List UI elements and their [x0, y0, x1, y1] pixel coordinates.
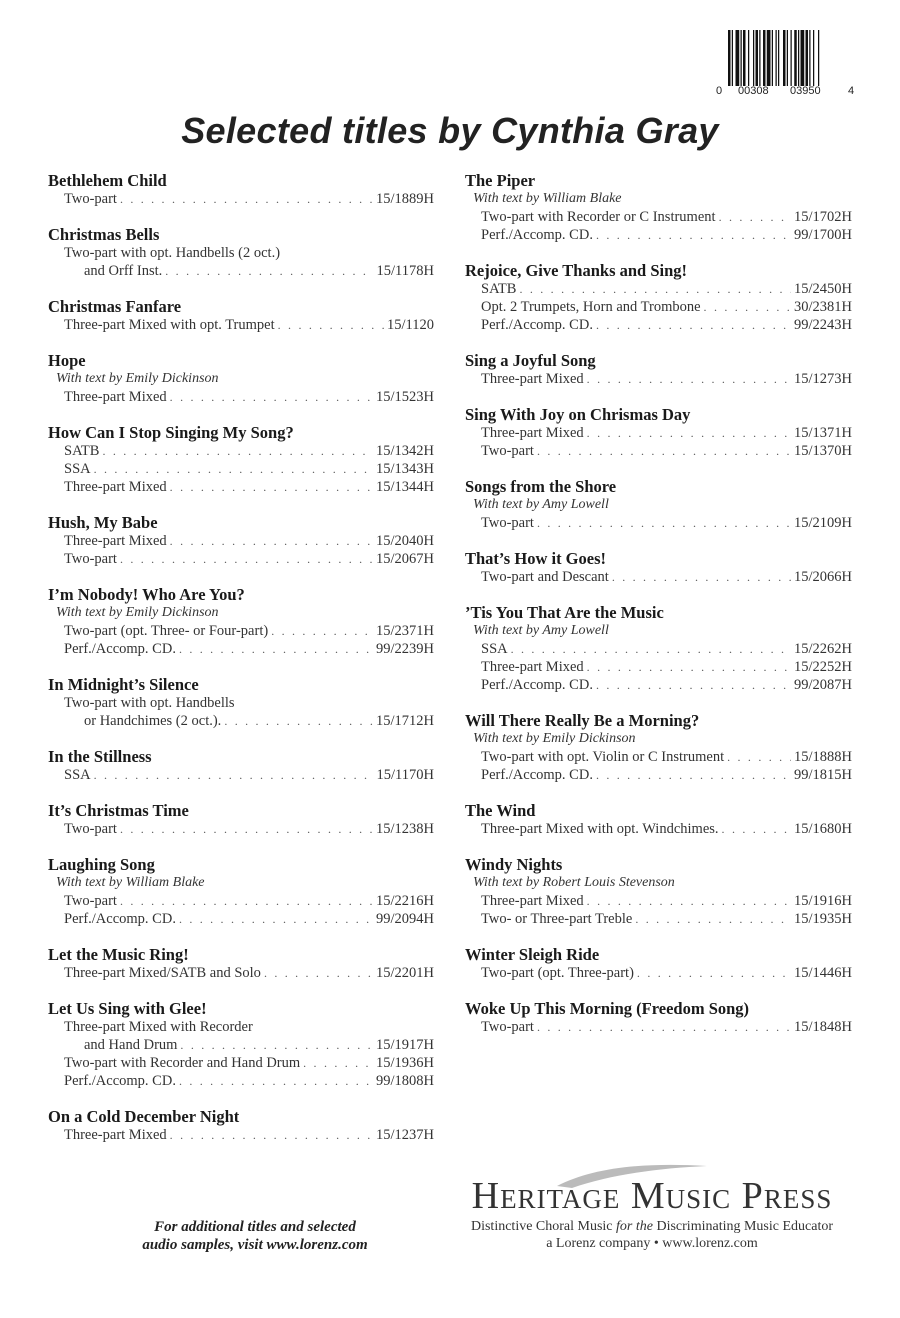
entry-title: Will There Really Be a Morning?: [465, 711, 700, 730]
voicing-label: Three-part Mixed: [481, 659, 584, 675]
voicing-label: Two-part with opt. Violin or C Instrument: [481, 749, 725, 765]
voicing-label: Two-part and Descant: [481, 569, 609, 585]
voicing-line: [465, 424, 852, 442]
voicing-line: [465, 676, 852, 694]
title-entry: [465, 549, 852, 586]
dot-leader: [120, 892, 373, 910]
voicing-line: [465, 208, 852, 226]
catalog-number: 99/2094H: [376, 911, 434, 927]
voicing-line: [48, 910, 434, 928]
voicing-label: Perf./Accomp. CD.: [481, 227, 593, 243]
dot-leader: [587, 424, 791, 442]
entry-title: Sing a Joyful Song: [465, 351, 596, 370]
title-entry: [48, 585, 434, 658]
catalog-number: 15/1343H: [376, 461, 434, 477]
tagline-prefix: Distinctive Choral Music: [470, 1219, 617, 1234]
barcode-bar: [759, 30, 760, 86]
barcode-bar: [783, 30, 786, 86]
voicing-label: Three-part Mixed: [64, 533, 167, 549]
entry-title: Hope: [48, 351, 86, 370]
voicing-line: [48, 712, 434, 730]
entry-title: Hush, My Babe: [48, 513, 158, 532]
page-title: Selected titles by Cynthia Gray: [181, 110, 719, 151]
entry-title: I’m Nobody! Who Are You?: [48, 585, 245, 604]
entry-title: Bethlehem Child: [48, 171, 167, 190]
catalog-number: 15/2262H: [794, 641, 852, 657]
voicing-line: [48, 550, 434, 568]
dot-leader: [635, 910, 791, 928]
voicing-label: Three-part Mixed: [481, 371, 584, 387]
title-entry: [465, 405, 852, 460]
voicing-label: Two-part (opt. Three- or Four-part): [64, 623, 269, 639]
voicing-line: [48, 460, 434, 478]
barcode-bar: [806, 30, 809, 86]
entry-text-credit: With text by Emily Dickinson: [473, 731, 636, 746]
dot-leader: [511, 640, 791, 658]
catalog-number: 15/1273H: [794, 371, 852, 387]
right-column: [465, 171, 852, 1053]
catalog-number: 15/2066H: [794, 569, 852, 585]
dot-leader: [120, 820, 373, 838]
barcode-bar: [743, 30, 746, 86]
barcode-bar: [791, 30, 792, 86]
title-entry: [48, 297, 434, 334]
entry-title: Woke Up This Morning (Freedom Song): [465, 999, 750, 1018]
voicing-label: Three-part Mixed with Recorder: [64, 1019, 253, 1035]
barcode-bar: [772, 30, 773, 86]
voicing-label: Two-part with opt. Handbells (2 oct.): [64, 245, 281, 261]
voicing-label: Perf./Accomp. CD.: [64, 911, 176, 927]
barcode: [716, 30, 856, 100]
barcode-digit: 03950: [790, 85, 821, 97]
voicing-line: [48, 964, 434, 982]
voicing-label: SSA: [64, 767, 91, 783]
catalog-number: 99/1808H: [376, 1073, 434, 1089]
voicing-label: Two-part: [481, 515, 534, 531]
tagline-suffix: Discriminating Music Educator: [652, 1219, 834, 1234]
dot-leader: [264, 964, 373, 982]
barcode-bar: [732, 30, 733, 86]
title-entry: [465, 855, 852, 928]
dot-leader: [637, 964, 791, 982]
dot-leader: [179, 1072, 373, 1090]
dot-leader: [537, 1018, 791, 1036]
voicing-line: [48, 622, 434, 640]
voicing-line: [465, 748, 852, 766]
catalog-number: 15/1120: [387, 317, 434, 333]
voicing-line: [465, 910, 852, 928]
voicing-label: Two-part with Recorder and Hand Drum: [64, 1055, 301, 1071]
entry-title: How Can I Stop Singing My Song?: [48, 423, 294, 442]
entry-title: Christmas Bells: [48, 225, 160, 244]
voicing-line: [48, 532, 434, 550]
catalog-number: 15/2216H: [376, 893, 434, 909]
title-entry: [48, 225, 434, 280]
voicing-label: Two-part with opt. Handbells: [64, 695, 235, 711]
catalog-number: 15/1680H: [794, 821, 852, 837]
voicing-line: [465, 316, 852, 334]
publisher-name: Heritage Music Press: [471, 1175, 833, 1217]
voicing-line: [48, 316, 434, 334]
title-entry: [48, 999, 434, 1090]
entry-title: In Midnight’s Silence: [48, 675, 199, 694]
voicing-line: [48, 820, 434, 838]
catalog-number: 15/2040H: [376, 533, 434, 549]
voicing-label: Opt. 2 Trumpets, Horn and Trombone: [481, 299, 701, 315]
voicing-label: Two- or Three-part Treble: [481, 911, 633, 927]
catalog-number: 15/2252H: [794, 659, 852, 675]
title-entry: [48, 423, 434, 496]
catalog-number: 15/1371H: [794, 425, 852, 441]
catalog-number: 15/1936H: [376, 1055, 434, 1071]
entry-title: Let the Music Ring!: [48, 945, 189, 964]
voicing-label: Two-part: [64, 551, 117, 567]
dot-leader: [519, 280, 791, 298]
title-entry: [465, 711, 852, 784]
dot-leader: [612, 568, 791, 586]
dot-leader: [102, 442, 373, 460]
barcode-bar: [767, 30, 771, 86]
voicing-label: Three-part Mixed: [64, 389, 167, 405]
catalog-number: 99/1700H: [794, 227, 852, 243]
voicing-label: Two-part: [64, 191, 117, 207]
barcode-bar: [809, 30, 810, 86]
entry-text-credit: With text by Emily Dickinson: [56, 371, 219, 386]
barcode-bar: [801, 30, 805, 86]
voicing-line: [48, 190, 434, 208]
voicing-label: Two-part: [64, 821, 117, 837]
voicing-line: [465, 568, 852, 586]
entry-title: In the Stillness: [48, 747, 152, 766]
entry-title: The Piper: [465, 171, 536, 190]
barcode-bar: [776, 30, 777, 86]
catalog-number: 15/1935H: [794, 911, 852, 927]
catalog-number: 15/1238H: [376, 821, 434, 837]
voicing-label: Perf./Accomp. CD.: [481, 317, 593, 333]
dot-leader: [537, 514, 791, 532]
barcode-bar: [813, 30, 814, 86]
barcode-bar: [728, 30, 731, 86]
voicing-label: Three-part Mixed: [64, 1127, 167, 1143]
entry-text-credit: With text by William Blake: [56, 875, 205, 890]
barcode-bar: [787, 30, 788, 86]
dot-leader: [170, 532, 373, 550]
catalog-number: 15/1702H: [794, 209, 852, 225]
voicing-line: [48, 478, 434, 496]
catalog-number: 15/2109H: [794, 515, 852, 531]
voicing-line: [48, 388, 434, 406]
voicing-line: [48, 1054, 434, 1072]
dot-leader: [596, 226, 791, 244]
dot-leader: [722, 820, 791, 838]
entry-text-credit: With text by Emily Dickinson: [56, 605, 219, 620]
dot-leader: [271, 622, 373, 640]
catalog-number: 15/2371H: [376, 623, 434, 639]
catalog-number: 15/1523H: [376, 389, 434, 405]
voicing-label: Two-part: [64, 893, 117, 909]
entry-text-credit: With text by Amy Lowell: [473, 497, 609, 512]
dot-leader: [179, 910, 373, 928]
entry-title: Let Us Sing with Glee!: [48, 999, 207, 1018]
voicing-label: Three-part Mixed with opt. Trumpet: [64, 317, 275, 333]
catalog-number: 99/2239H: [376, 641, 434, 657]
title-entry: [48, 1107, 434, 1144]
catalog-number: 15/2067H: [376, 551, 434, 567]
title-entry: [48, 801, 434, 838]
voicing-label: Three-part Mixed: [481, 893, 584, 909]
catalog-number: 15/2450H: [794, 281, 852, 297]
footer-note-line: For additional titles and selected: [154, 1219, 356, 1235]
voicing-label: Two-part: [481, 443, 534, 459]
catalog-number: 15/1889H: [376, 191, 434, 207]
title-entry: [48, 855, 434, 928]
catalog-number: 99/2243H: [794, 317, 852, 333]
dot-leader: [303, 1054, 373, 1072]
dot-leader: [179, 640, 373, 658]
dot-leader: [587, 892, 791, 910]
title-entry: [465, 603, 852, 694]
title-entry: [465, 261, 852, 334]
voicing-line: [48, 640, 434, 658]
voicing-label: Perf./Accomp. CD.: [481, 767, 593, 783]
publisher-block: [462, 1160, 842, 1252]
voicing-label: or Handchimes (2 oct.).: [84, 713, 222, 729]
voicing-line: [48, 766, 434, 784]
voicing-line: [48, 1072, 434, 1090]
dot-leader: [719, 208, 791, 226]
dot-leader: [120, 550, 373, 568]
catalog-number: 15/1712H: [376, 713, 434, 729]
title-entry: [465, 945, 852, 982]
entry-text-credit: With text by William Blake: [473, 191, 622, 206]
catalog-number: 15/1178H: [376, 263, 434, 279]
barcode-bar: [736, 30, 740, 86]
voicing-line: [465, 226, 852, 244]
voicing-label: SSA: [64, 461, 91, 477]
catalog-number: 99/2087H: [794, 677, 852, 693]
dot-leader: [596, 316, 791, 334]
voicing-label: and Orff Inst.: [84, 263, 163, 279]
dot-leader: [587, 370, 791, 388]
voicing-line: [465, 820, 852, 838]
voicing-label: SATB: [64, 443, 100, 459]
catalog-number: 30/2381H: [794, 299, 852, 315]
publisher-company: a Lorenz company: [546, 1236, 651, 1251]
dot-leader: [170, 478, 373, 496]
catalog-number: 15/1888H: [794, 749, 852, 765]
voicing-label: Two-part: [481, 1019, 534, 1035]
voicing-line: [465, 280, 852, 298]
catalog-number: 15/1848H: [794, 1019, 852, 1035]
dot-leader: [596, 766, 791, 784]
catalog-number: 15/1917H: [376, 1037, 434, 1053]
barcode-digit: 0: [716, 85, 723, 97]
dot-leader: [224, 712, 373, 730]
entry-title: That’s How it Goes!: [465, 549, 607, 568]
footer-note-line: audio samples, visit www.lorenz.com: [142, 1237, 368, 1253]
barcode-bar: [756, 30, 759, 86]
dot-leader: [120, 190, 373, 208]
entry-title: The Wind: [465, 801, 536, 820]
voicing-label: SATB: [481, 281, 517, 297]
barcode-bar: [798, 30, 799, 86]
dot-leader: [537, 442, 791, 460]
voicing-line: [465, 370, 852, 388]
voicing-line: [465, 964, 852, 982]
catalog-number: 15/1916H: [794, 893, 852, 909]
voicing-line: [48, 892, 434, 910]
voicing-line: [465, 298, 852, 316]
title-entry: [48, 747, 434, 784]
voicing-label: Perf./Accomp. CD.: [64, 641, 176, 657]
barcode-bars: [728, 30, 850, 86]
barcode-bar: [748, 30, 749, 86]
title-entry: [48, 171, 434, 208]
dot-leader: [94, 766, 374, 784]
publisher-website-link[interactable]: www.lorenz.com: [662, 1236, 758, 1251]
title-entry: [465, 351, 852, 388]
catalog-number: 15/1446H: [794, 965, 852, 981]
dot-leader: [170, 388, 373, 406]
tagline-emphasis: for the: [616, 1219, 653, 1234]
barcode-digit: 4: [848, 85, 855, 97]
voicing-line: [48, 1036, 434, 1054]
voicing-line: [465, 658, 852, 676]
title-entry: [465, 999, 852, 1036]
voicing-label: Two-part (opt. Three-part): [481, 965, 634, 981]
voicing-label: Three-part Mixed/SATB and Solo: [64, 965, 261, 981]
dot-leader: [278, 316, 384, 334]
catalog-number: 15/1342H: [376, 443, 434, 459]
entry-title: ’Tis You That Are the Music: [465, 603, 664, 622]
voicing-line: [465, 442, 852, 460]
title-entry: [465, 171, 852, 244]
voicing-line: [465, 514, 852, 532]
dot-leader: [180, 1036, 373, 1054]
voicing-label: Perf./Accomp. CD.: [481, 677, 593, 693]
catalog-number: 15/2201H: [376, 965, 434, 981]
entry-title: Songs from the Shore: [465, 477, 617, 496]
barcode-digit: 00308: [738, 85, 769, 97]
voicing-label: and Hand Drum: [84, 1037, 178, 1053]
title-entry: [48, 675, 434, 730]
barcode-bar: [763, 30, 766, 86]
barcode-bar: [778, 30, 779, 86]
voicing-line: [465, 892, 852, 910]
entry-title: It’s Christmas Time: [48, 801, 189, 820]
barcode-bar: [741, 30, 742, 86]
dot-leader: [704, 298, 791, 316]
dot-leader: [165, 262, 373, 280]
voicing-line: [48, 262, 434, 280]
title-entry: [48, 513, 434, 568]
catalog-number: 15/1370H: [794, 443, 852, 459]
bullet-separator: •: [653, 1236, 659, 1251]
voicing-line: [48, 442, 434, 460]
entry-title: Winter Sleigh Ride: [465, 945, 600, 964]
publisher-tagline: [462, 1218, 842, 1235]
title-entry: [465, 477, 852, 532]
voicing-label: Three-part Mixed: [481, 425, 584, 441]
left-column: [48, 171, 434, 1161]
entry-title: Laughing Song: [48, 855, 155, 874]
voicing-label: Two-part with Recorder or C Instrument: [481, 209, 716, 225]
voicing-label: Three-part Mixed: [64, 479, 167, 495]
barcode-digits: [716, 85, 856, 99]
barcode-bar: [794, 30, 797, 86]
voicing-label: SSA: [481, 641, 508, 657]
voicing-label: Perf./Accomp. CD.: [64, 1073, 176, 1089]
dot-leader: [727, 748, 791, 766]
footer-note: [100, 1218, 410, 1254]
catalog-number: 99/1815H: [794, 767, 852, 783]
entry-title: Christmas Fanfare: [48, 297, 182, 316]
dot-leader: [596, 676, 791, 694]
dot-leader: [94, 460, 373, 478]
entry-text-credit: With text by Amy Lowell: [473, 623, 609, 638]
title-entry: [48, 351, 434, 406]
dot-leader: [587, 658, 791, 676]
catalog-number: 15/1237H: [376, 1127, 434, 1143]
catalog-number: 15/1170H: [376, 767, 434, 783]
entry-title: Rejoice, Give Thanks and Sing!: [465, 261, 688, 280]
catalog-number: 15/1344H: [376, 479, 434, 495]
voicing-line: [48, 1126, 434, 1144]
publisher-contact: [462, 1235, 842, 1252]
title-entry: [48, 945, 434, 982]
voicing-label: Three-part Mixed with opt. Windchimes.: [481, 821, 719, 837]
dot-leader: [170, 1126, 373, 1144]
barcode-bar: [818, 30, 819, 86]
entry-text-credit: With text by Robert Louis Stevenson: [473, 875, 675, 890]
entry-title: Windy Nights: [465, 855, 563, 874]
voicing-line: [465, 1018, 852, 1036]
voicing-line: [465, 640, 852, 658]
entry-title: Sing With Joy on Chrismas Day: [465, 405, 691, 424]
title-entry: [465, 801, 852, 838]
entry-title: On a Cold December Night: [48, 1107, 240, 1126]
voicing-line: [465, 766, 852, 784]
barcode-bar: [753, 30, 754, 86]
